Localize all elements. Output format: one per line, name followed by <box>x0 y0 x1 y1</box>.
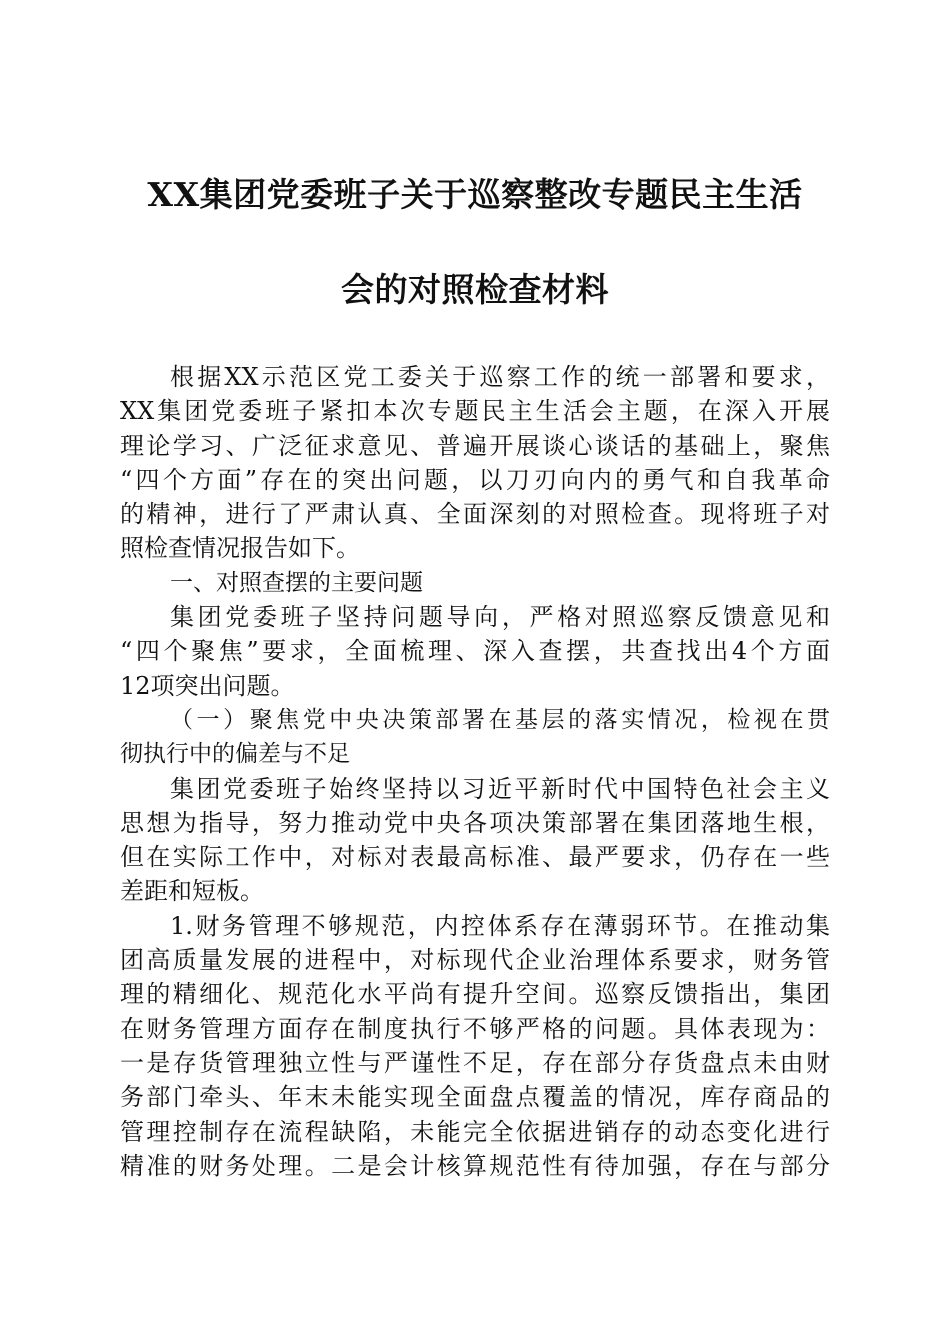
document-body <box>120 360 830 1183</box>
paragraph-line: 团高质量发展的进程中，对标现代企业治理体系要求，财务管 <box>120 946 830 975</box>
paragraph-line: 照检查情况报告如下。 <box>120 534 360 563</box>
paragraph-line: XX集团党委班子紧扣本次专题民主生活会主题，在深入开展 <box>120 397 830 426</box>
paragraph-line: 集团党委班子坚持问题导向，严格对照巡察反馈意见和 <box>170 603 830 632</box>
paragraph-line: 务部门牵头、年末未能实现全面盘点覆盖的情况，库存商品的 <box>120 1083 830 1112</box>
paragraph-line: 12项突出问题。 <box>120 671 295 700</box>
paragraph-line: “四个方面”存在的突出问题，以刀刃向内的勇气和自我革命 <box>120 465 830 494</box>
subsection-heading: （一）聚焦党中央决策部署在基层的落实情况，检视在贯 <box>170 706 830 733</box>
paragraph-line: 但在实际工作中，对标对表最高标准、最严要求，仍存在一些 <box>120 843 830 872</box>
paragraph-line: “四个聚焦”要求，全面梳理、深入查摆，共查找出4个方面 <box>120 637 830 666</box>
paragraph-line: 理的精细化、规范化水平尚有提升空间。巡察反馈指出，集团 <box>120 980 830 1009</box>
document-title-line-1: XX集团党委班子关于巡察整改专题民主生活 <box>147 175 803 214</box>
section-heading: 一、对照查摆的主要问题 <box>170 569 423 596</box>
paragraph-line: 差距和短板。 <box>120 877 264 906</box>
paragraph-line: 根据XX示范区党工委关于巡察工作的统一部署和要求， <box>170 363 830 391</box>
paragraph-line: 管理控制存在流程缺陷，未能完全依据进销存的动态变化进行 <box>120 1117 830 1146</box>
subsection-heading: 彻执行中的偏差与不足 <box>120 741 350 768</box>
paragraph-line: 1.财务管理不够规范，内控体系存在薄弱环节。在推动集 <box>170 911 830 940</box>
paragraph-line: 在财务管理方面存在制度执行不够严格的问题。具体表现为： <box>120 1014 830 1043</box>
paragraph-line: 的精神，进行了严肃认真、全面深刻的对照检查。现将班子对 <box>120 500 830 529</box>
paragraph-line: 一是存货管理独立性与严谨性不足，存在部分存货盘点未由财 <box>120 1048 830 1077</box>
paragraph-line: 集团党委班子始终坚持以习近平新时代中国特色社会主义 <box>170 774 830 803</box>
paragraph-line: 思想为指导，努力推动党中央各项决策部署在集团落地生根， <box>120 808 830 837</box>
document-title-line-2: 会的对照检查材料 <box>341 270 609 309</box>
paragraph-line: 精准的财务处理。二是会计核算规范性有待加强，存在与部分 <box>120 1151 830 1180</box>
paragraph-line: 理论学习、广泛征求意见、普遍开展谈心谈话的基础上，聚焦 <box>120 431 830 460</box>
